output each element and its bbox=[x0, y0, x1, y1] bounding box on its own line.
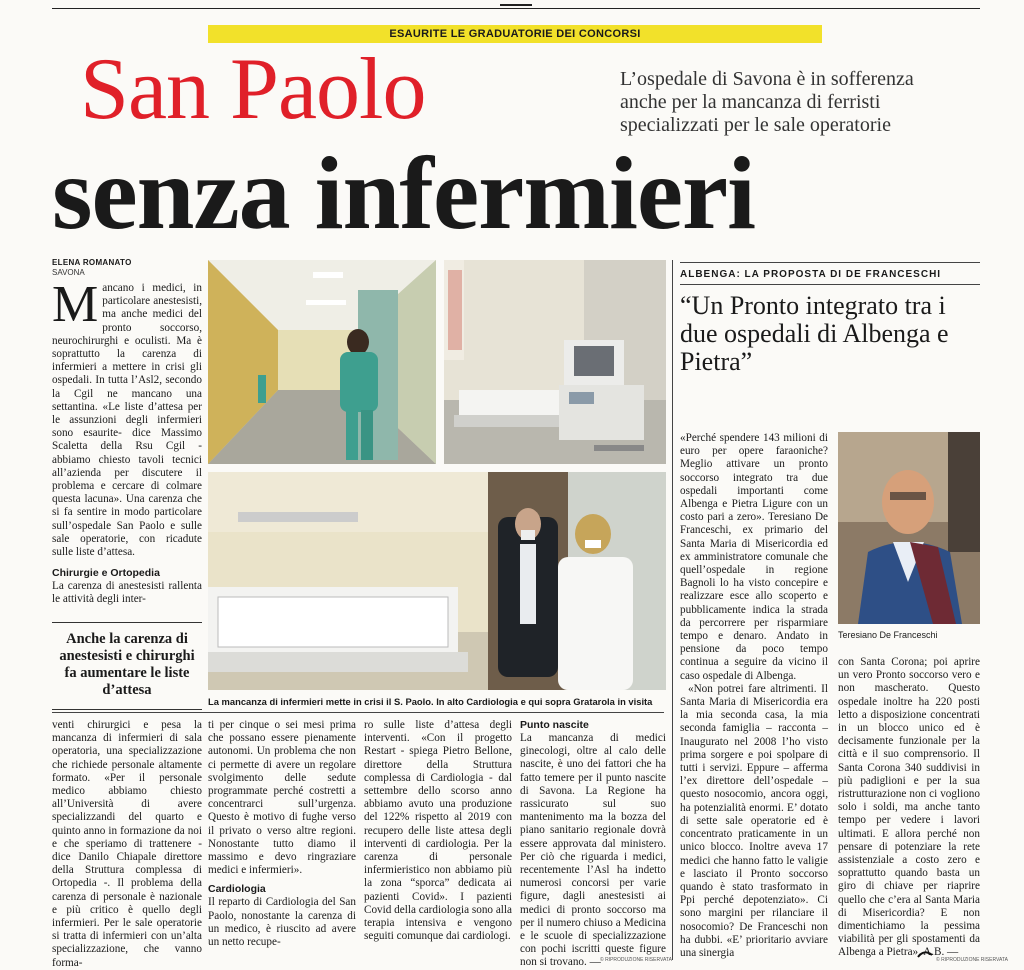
side-headline: “Un Pronto integrato tra i due ospedali di Albenga e Pietra” bbox=[680, 291, 949, 376]
article-column-bottom-3 bbox=[364, 719, 512, 943]
divider bbox=[52, 712, 664, 713]
byline-place: SAVONA bbox=[52, 268, 85, 277]
photo-ward-visit bbox=[208, 472, 666, 690]
top-rule bbox=[52, 8, 980, 9]
subheading-cardiologia: Cardiologia bbox=[208, 883, 266, 896]
article-text: La carenza di anestesisti rallenta le attività degli inter- bbox=[52, 580, 202, 606]
subheading-punto-nascite: Punto nascite bbox=[520, 719, 589, 731]
article-column-bottom-1 bbox=[52, 719, 202, 970]
photo-caption-de-franceschi: Teresiano De Franceschi bbox=[838, 630, 938, 640]
subtitle: L’ospedale di Savona è in sofferenza anche per la mancanza di ferristi specializzati per le sale operatorie bbox=[620, 68, 914, 136]
article-text: con Santa Corona; poi aprire un vero Pronto soccorso vero e non mascherato. Questo ospedale inoltre ha 220 posti letto a disposizione concentrati in un blocco unico ed è decisamente funzionale per la città e il suo comprensorio. Il Santa Corona 340 suddivisi in più padiglioni e per la sua ristrutturazione non ci vogliono solo i soldi, ma anche tanto tempo per vedere i lavori ultimati. E allora perché non pensare di potenziare la rete assistenziale a costo zero e soprattutto quando basta un giro di chiave per riaprire quello che c’era al Santa Maria di Misericordia? E non dimentichiamo la pessima viabilità per gli spostamenti da Albenga a Pietra». A.B. — bbox=[838, 656, 980, 959]
photo-corridor bbox=[208, 260, 436, 464]
article-column-bottom-4 bbox=[520, 719, 666, 970]
article-text: ro sulle liste d’attesa degli interventi. «Con il progetto Restart - spiega Pietro Bellone, direttore della Struttura complessa di Cardiologia - dal settembre dello scorso anno abbiamo avuto una produzione del 122% rispetto al 2019 con recupero delle liste attesa degli interventi di cardiologia. Per la carenza di personale infermieristico non abbiamo più la zona “sporca” dedicata ai pazienti Covid». I pazienti Covid della cardiologia sono alla terapia intensiva e vengono seguiti comunque dai cardiologi. bbox=[364, 719, 512, 943]
pull-quote: Anche la carenza di anestesisti e chirurghi fa aumentare le liste d’attesa bbox=[52, 622, 202, 710]
top-dash bbox=[500, 4, 532, 6]
article-text: «Perché spendere 143 milioni di euro per opere faraoniche? Meglio attivare un pronto soccorso integrato tra due ospedali importanti come Albenga e Pietra Ligure con un costo pari a zero». Teresiano De Franceschi, ex primario del Santa Maria di Misericordia ed ex amministratore comunale che quell’ospedale in regione Bagnoli lo ha visto concepire e realizzare esce allo scoperto e pubblicamente indica la strada da percorrere per risparmiare tempo e denaro. Andato in pensione da poco tempo continua a seguire da vicino il caso ospedale di Albenga. bbox=[680, 432, 828, 682]
photo-cardiology-room bbox=[444, 260, 666, 464]
photo-de-franceschi bbox=[838, 432, 980, 624]
article-text: Il reparto di Cardiologia del San Paolo, nonostante la carenza di un medico, è riuscito ad avere un netto recupe- bbox=[208, 896, 356, 949]
headline-line2: senza infermieri bbox=[52, 136, 756, 251]
kicker-banner: ESAURITE LE GRADUATORIE DEI CONCORSI bbox=[208, 25, 822, 43]
side-section-label: ALBENGA: LA PROPOSTA DI DE FRANCESCHI bbox=[680, 269, 942, 280]
byline-author: ELENA ROMANATO bbox=[52, 258, 132, 267]
article-column-bottom-2 bbox=[208, 719, 356, 949]
article-text: «Non potrei fare altrimenti. Il Santa Maria di Misericordia era la mia seconda casa, la mia seconda famiglia – racconta – Inaugurato nel 2008 l’ho visto prima sorgere e poi spolpare di tutti i servizi. Eppure – afferma l’ex direttore dell’ospedale – questo nosocomio, ancora oggi, ha potenzialità enormi. E’ dotato di sette sale operatorie ed è concentrato praticamente in un unico blocco. Inoltre aveva 17 medici che hanno fatto le valigie e lasciato il Pronto soccorso quando è stato trasformato in Ppi perché depotenziato». Ci sono margini per rilanciare il nosocomio? De Franceschi non ha dubbi. «E’ prioritario avviare una sinergia bbox=[680, 682, 828, 959]
copyright-note-side: © RIPRODUZIONE RISERVATA bbox=[936, 957, 1008, 963]
column-separator bbox=[672, 260, 673, 960]
side-label-rule bbox=[680, 284, 980, 285]
article-text: venti chirurgici e pesa la mancanza di infermieri di sala operatoria, una specializzazione che richiede personale altamente formato. «Per il personale medico abbiamo chiesto all’Università di avere specializzandi del quarto e quinto anno in formazione da noi e che speriamo di trattenere - dice Danilo Chiapale direttore della Struttura complessa di Ortopedia -. Il problema della carenza di personale è nazionale e più critico è quello degli infermieri. Per le sale operatorie si tratta di infermieri con un’alta specializzazione, che vanno forma- bbox=[52, 719, 202, 969]
subheading-chirurgie: Chirurgie e Ortopedia bbox=[52, 567, 160, 580]
article-text: La mancanza di medici ginecologi, oltre al calo delle nascite, è uno dei fattori che ha fatto temere per il punto nascite di Savona. La Regione ha rassicurato sul suo mantenimento ma la bozza del piano sanitario regionale dovrà essere approvata dal ministero. Per ciò che riguarda i medici, recentemente l’Asl ha indetto numerosi concorsi per varie figure, dagli anestesisti ai medici di pronto soccorso ma per il numero chiuso a Medicina e le scuole di specializzazione con pochi iscritti queste figure non si trovano. — bbox=[520, 732, 666, 969]
side-top-rule bbox=[680, 262, 980, 263]
side-column-2 bbox=[838, 656, 980, 960]
copyright-note: © RIPRODUZIONE RISERVATA bbox=[600, 957, 672, 963]
headline-line1: San Paolo bbox=[80, 41, 426, 138]
article-text: ti per cinque o sei mesi prima che possano essere pienamente autonomi. Un problema che non ci permette di avere un regolare svolgimento delle sedute programmate perché costretti a concentrarci sull’urgenza. Questo è motivo di fughe verso il privato o verso altre regioni. Nonostante tutto diamo il massimo e devo ringraziare medici e infermieri». bbox=[208, 719, 356, 877]
article-text: ancano i medici, in particolare anestesisti, ma anche medici del pronto soccorso, neurochirurghi e oculisti. Ma è soprattutto la carenza di infermieri a mettere in crisi gli ospedali. In tutta l’Asl2, secondo la Cgil ne mancano una settantina. «Le liste d’attesa per le assunzioni degli infermieri sono esaurite- dice Massimo Scaletta della Rsu Cgil - abbiamo chiesto tavoli tecnici all’azienda per discutere il problema e cercare di colmare questa lacuna». Una carenza che si fa sentire in modo particolare sull’ospedale San Paolo e sulle sale operatorie, con ricadute sulle liste d’attesa. bbox=[52, 282, 202, 559]
article-column-1 bbox=[52, 276, 202, 607]
dropcap: M bbox=[52, 276, 99, 333]
side-column-1 bbox=[680, 432, 828, 960]
photo-caption: La mancanza di infermieri mette in crisi il S. Paolo. In alto Cardiologia e qui sopra Gratarola in visita bbox=[208, 696, 653, 707]
